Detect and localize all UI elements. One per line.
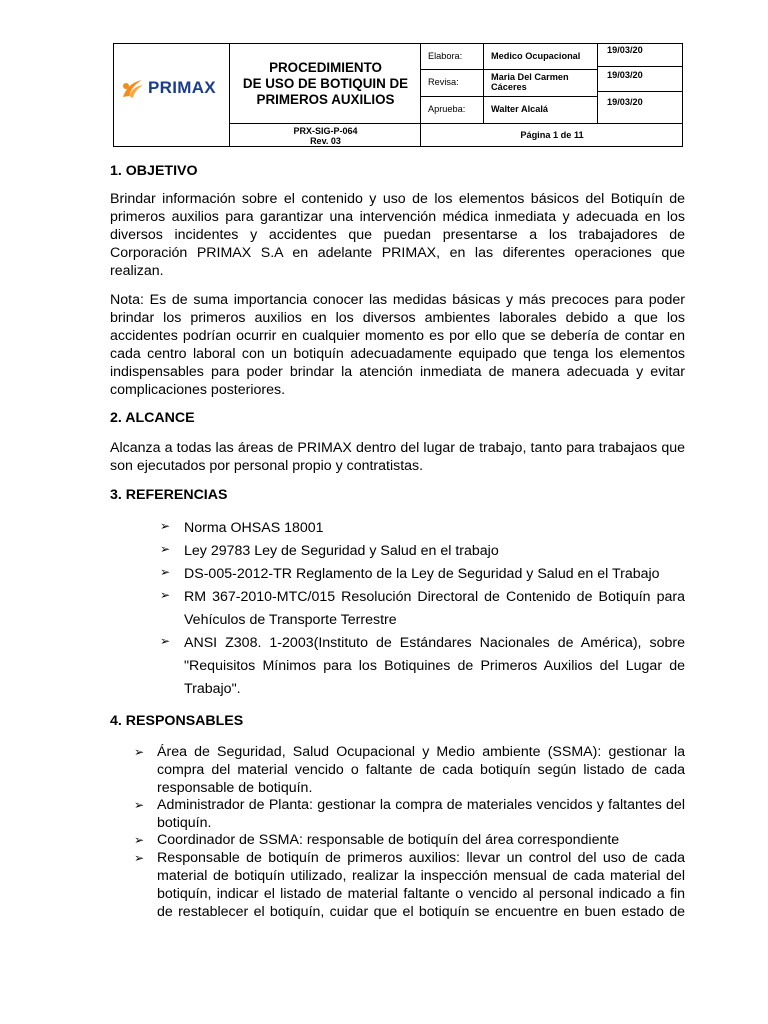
list-item <box>157 849 685 921</box>
text-line: Nota: Es de suma importancia conocer las medidas básicas y más precoces para poder <box>110 292 685 308</box>
text-line: accidentes podrían ocurrir en cualquier momento es por ello que se debería de contar en <box>110 328 685 344</box>
text-line: cada centro laboral con un botiquín adecuadamente equipado que tenga los elementos <box>110 346 685 362</box>
text-line: Alcanza a todas las áreas de PRIMAX dentro del lugar de trabajo, tanto para trabajaos que <box>110 440 685 456</box>
list-item <box>184 540 685 563</box>
document-title <box>230 44 421 123</box>
list-item <box>184 632 685 701</box>
name-line: Maria Del Carmen <box>491 72 569 82</box>
role-revisa: Revisa: <box>428 77 459 87</box>
list-item <box>184 586 685 632</box>
bullet-arrow-icon: ➢ <box>160 519 171 533</box>
text-line: Brindar información sobre el contenido y uso de los elementos básicos del Botiquín de <box>110 191 685 207</box>
bullet-arrow-icon: ➢ <box>160 542 171 556</box>
text-line: DS-005-2012-TR Reglamento de la Ley de Seguridad y Salud en el Trabajo <box>184 566 660 582</box>
text-line: Vehículos de Transporte Terrestre <box>184 612 397 628</box>
list-item <box>157 831 685 849</box>
name-revisa <box>491 72 569 92</box>
bullet-arrow-icon: ➢ <box>160 565 171 579</box>
text-line: Coordinador de SSMA: responsable de botiquín del área correspondiente <box>157 832 620 848</box>
title-line: DE USO DE BOTIQUIN DE <box>242 75 409 91</box>
text-line: Responsable de botiquín de primeros auxilios: llevar un control del uso de cada <box>157 850 685 866</box>
text-line: de restablecer el botiquín, cuidar que el botiquín se encuentre en buen estado de <box>157 904 685 920</box>
list-item <box>184 517 685 540</box>
bullet-arrow-icon: ➢ <box>134 798 145 812</box>
text-line: Ley 29783 Ley de Seguridad y Salud en el trabajo <box>184 543 499 559</box>
nota-paragraph <box>110 291 685 399</box>
name-elabora: Medico Ocupacional <box>491 51 581 61</box>
text-line: Área de Seguridad, Salud Ocupacional y Medio ambiente (SSMA): gestionar la <box>157 744 685 760</box>
heading-objetivo: 1. OBJETIVO <box>110 163 198 179</box>
text-line: botiquín, indicar el listado de material faltante o vencido al personal indicado a fin <box>157 886 685 902</box>
text-line: Trabajo". <box>184 681 241 697</box>
name-line: Cáceres <box>491 82 527 92</box>
primax-flame-icon <box>120 76 146 102</box>
page-number: Página 1 de 11 <box>520 130 584 140</box>
text-line: diversos incidentes y accidentes que puedan presentarse a los trabajadores de <box>110 227 685 243</box>
text-line: realizan. <box>110 263 164 279</box>
date-revisa: 19/03/20 <box>607 70 643 80</box>
text-line: son ejecutados por personal propio y contratistas. <box>110 458 424 474</box>
list-item <box>157 796 685 832</box>
text-line: botiquín. <box>157 815 212 831</box>
logo-text: PRIMAX <box>148 78 216 97</box>
text-line: RM 367-2010-MTC/015 Resolución Directoral de Contenido de Botiquín para <box>184 589 685 605</box>
text-line: Administrador de Planta: gestionar la compra de materiales vencidos y faltantes del <box>157 797 685 813</box>
title-line: PRIMEROS AUXILIOS <box>256 91 395 107</box>
text-line: primeros auxilios para garantizar una intervención médica inmediata y adecuada en los <box>110 209 685 225</box>
document-code <box>230 124 421 147</box>
objetivo-paragraph <box>110 190 685 280</box>
list-item <box>157 743 685 797</box>
date-elabora: 19/03/20 <box>607 45 643 55</box>
code-text: PRX-SIG-P-064 <box>293 125 358 136</box>
text-line: material de botiquín utilizado, realizar la inspección mensual de cada material del <box>157 868 685 884</box>
role-elabora: Elabora: <box>428 51 463 61</box>
document-header-table <box>113 43 683 147</box>
text-line: indispensables para poder brindar la atención inmediata de manera adecuada y evitar <box>110 364 685 380</box>
heading-alcance: 2. ALCANCE <box>110 410 195 426</box>
primax-logo <box>120 74 224 104</box>
text-line: responsable de botiquín. <box>157 780 313 796</box>
bullet-arrow-icon: ➢ <box>134 745 145 759</box>
date-aprueba: 19/03/20 <box>607 97 643 107</box>
text-line: "Requisitos Mínimos para los Botiquines de Primeros Auxilios del Lugar de <box>184 658 685 674</box>
revision-text: Rev. 03 <box>310 135 341 146</box>
heading-responsables: 4. RESPONSABLES <box>110 713 244 729</box>
bullet-arrow-icon: ➢ <box>160 634 171 648</box>
title-line: PROCEDIMIENTO <box>269 59 382 75</box>
bullet-arrow-icon: ➢ <box>134 833 145 847</box>
text-line: compra del material vencido o faltante de cada botiquín según listado de cada <box>157 762 685 778</box>
text-line: Norma OHSAS 18001 <box>184 520 324 536</box>
bullet-arrow-icon: ➢ <box>134 851 145 865</box>
role-aprueba: Aprueba: <box>428 104 466 114</box>
heading-referencias: 3. REFERENCIAS <box>110 487 228 503</box>
list-item <box>184 563 685 586</box>
name-aprueba: Walter Alcalá <box>491 104 549 114</box>
bullet-arrow-icon: ➢ <box>160 588 171 602</box>
text-line: Corporación PRIMAX S.A en adelante PRIMAX, en las diferentes operaciones que <box>110 245 685 261</box>
text-line: ANSI Z308. 1-2003(Instituto de Estándares Nacionales de América), sobre <box>184 635 685 651</box>
alcance-paragraph <box>110 439 685 475</box>
text-line: complicaciones posteriores. <box>110 382 286 398</box>
text-line: brindar los primeros auxilios en los diversos ambientes laborales debido a que los <box>110 310 685 326</box>
